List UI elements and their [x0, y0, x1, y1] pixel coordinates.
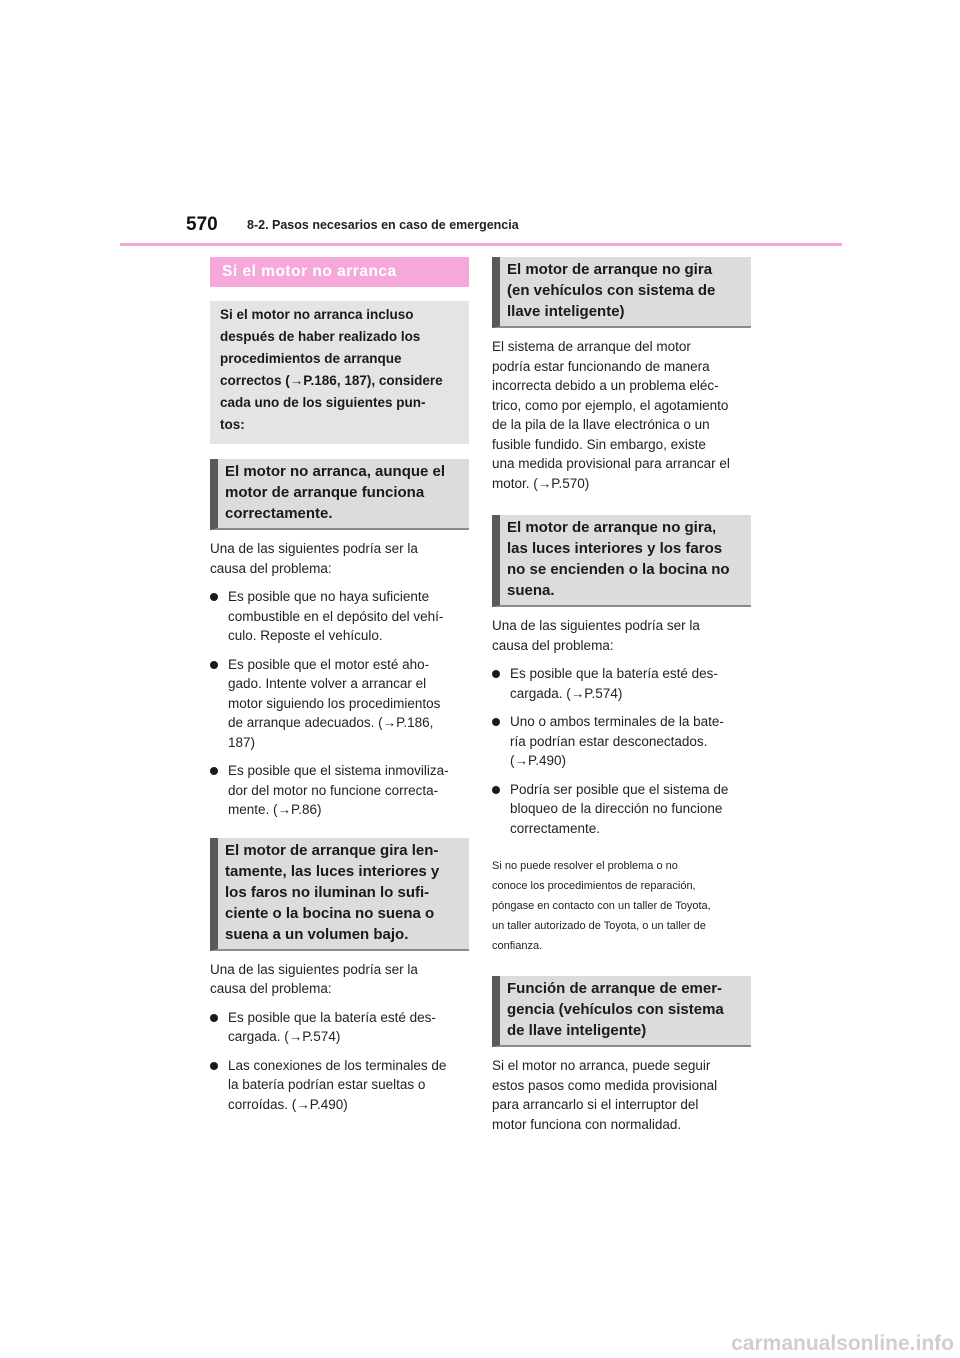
title-line: gencia (vehículos con sistema [507, 1001, 724, 1018]
text-line: ría podrían estar desconectados. [510, 733, 708, 749]
title-line: suena. [507, 582, 555, 599]
subsection-title-lights-off [492, 515, 751, 607]
text-line: correctamente. [510, 820, 601, 836]
intro-line: cada uno de los siguientes pun- [220, 395, 426, 410]
text-line: Si no puede resolver el problema o no [492, 860, 678, 872]
text-line: Podría ser posible que el sistema de [510, 781, 729, 797]
intro-line: procedimientos de arranque [220, 351, 402, 366]
title-line: El motor de arranque gira len- [225, 841, 439, 859]
advice-note [492, 856, 751, 956]
title-line: El motor de arranque no gira [507, 261, 713, 278]
bullet-icon [210, 661, 218, 669]
cause-list [492, 664, 751, 838]
title-line: (en vehículos con sistema de [507, 282, 716, 299]
bullet-icon [210, 767, 218, 775]
intro-line: Si el motor no arranca incluso [220, 307, 414, 322]
text-line: Si el motor no arranca, puede seguir [492, 1058, 711, 1073]
bullet-icon [492, 718, 500, 726]
text-line: trico, como por ejemplo, el agotamiento [492, 397, 729, 413]
title-line: de llave inteligente) [507, 1022, 647, 1039]
section-header: 8-2. Pasos necesarios en caso de emergencia [247, 218, 519, 232]
text-line: Una de las siguientes podría ser la [492, 618, 700, 633]
text-line: Una de las siguientes podría ser la [210, 961, 418, 977]
text-line: dor del motor no funcione correcta- [228, 782, 439, 798]
text-line: póngase en contacto con un taller de Toyota, [492, 900, 711, 912]
text-line: cargada. (→P.574) [510, 685, 623, 701]
intro-line: después de haber realizado los [220, 329, 421, 344]
text-line: causa del problema: [492, 637, 614, 653]
text-line: bloqueo de la dirección no funcione [510, 801, 723, 816]
page-number: 570 [186, 214, 218, 235]
cause-text [210, 539, 469, 578]
watermark: carmanualsonline.info [731, 1332, 954, 1355]
text-line: confianza. [492, 940, 543, 952]
list-item [210, 587, 469, 646]
text-line: un taller autorizado de Toyota, o un taller de [492, 920, 706, 932]
intro-line: correctos (→P.186, 187), considere [220, 373, 443, 388]
title-line: llave inteligente) [507, 303, 625, 320]
title-line: Función de arranque de emer- [507, 980, 723, 997]
text-line: la batería podrían estar sueltas o [228, 1077, 426, 1092]
text-line: causa del problema: [210, 981, 332, 996]
subsection-title-emergency-start [492, 976, 751, 1047]
title-line: El motor de arranque no gira, [507, 519, 717, 536]
text-line: (→P.490) [510, 753, 567, 768]
header-rule [120, 243, 842, 246]
cause-list [210, 587, 469, 820]
title-line: El motor no arranca, aunque el [225, 463, 446, 480]
text-line: motor funciona con normalidad. [492, 1116, 682, 1132]
text-line: culo. Reposte el vehículo. [228, 628, 383, 643]
title-line: suena a un volumen bajo. [225, 925, 409, 943]
list-item [492, 780, 751, 839]
title-line: los faros no iluminan lo sufi- [225, 883, 430, 901]
subsection-title-starter-slow [210, 838, 469, 951]
text-line: Es posible que el sistema inmoviliza- [228, 763, 449, 778]
text-line: gado. Intente volver a arrancar el [228, 676, 427, 691]
title-line: las luces interiores y los faros [507, 540, 723, 557]
cause-list [210, 1008, 469, 1115]
text-line: motor. (→P.570) [492, 475, 590, 491]
text-line: Es posible que la batería esté des- [228, 1009, 436, 1025]
text-line: incorrecta debido a un problema eléc- [492, 378, 719, 393]
bullet-icon [492, 670, 500, 678]
text-line: Las conexiones de los terminales de [228, 1057, 447, 1073]
list-item [210, 655, 469, 753]
text-line: causa del problema: [210, 560, 332, 576]
text-line: El sistema de arranque del motor [492, 339, 691, 354]
text-line: fusible fundido. Sin embargo, existe [492, 436, 706, 452]
cause-text [492, 616, 751, 655]
text-line: corroídas. (→P.490) [228, 1096, 348, 1112]
text-line: Una de las siguientes podría ser la [210, 541, 418, 556]
title-line: tamente, las luces interiores y [225, 862, 440, 880]
list-item [492, 712, 751, 771]
text-line: para arrancarlo si el interruptor del [492, 1097, 699, 1112]
subsection-title-engine-no-start [210, 459, 469, 530]
cause-text [210, 960, 469, 999]
list-item [210, 1056, 469, 1115]
text-line: 187) [228, 734, 256, 750]
text-line: podría estar funcionando de manera [492, 358, 710, 374]
text-line: Es posible que no haya suficiente [228, 589, 430, 604]
title-line: motor de arranque funciona [225, 484, 425, 501]
text-line: de arranque adecuados. (→P.186, [228, 715, 434, 730]
explanation-text [492, 337, 751, 493]
list-item [210, 1008, 469, 1047]
list-item [210, 761, 469, 820]
title-line: ciente o la bocina no suena o [225, 904, 435, 922]
title-line: no se encienden o la bocina no [507, 561, 730, 578]
main-section-title: Si el motor no arranca [210, 257, 469, 287]
left-column [210, 257, 469, 1132]
bullet-icon [210, 1014, 218, 1022]
intro-box [210, 301, 469, 444]
text-line: combustible en el depósito del vehí- [228, 608, 444, 624]
text-line: de la pila de la llave electrónica o un [492, 417, 710, 432]
text-line: mente. (→P.86) [228, 802, 322, 817]
intro-line: tos: [220, 417, 245, 432]
title-line: correctamente. [225, 505, 333, 522]
text-line: una medida provisional para arrancar el [492, 456, 730, 471]
bullet-icon [210, 1062, 218, 1070]
text-line: Es posible que la batería esté des- [510, 666, 718, 681]
text-line: Es posible que el motor esté aho- [228, 656, 430, 672]
text-line: Uno o ambos terminales de la bate- [510, 714, 724, 729]
bullet-icon [492, 786, 500, 794]
subsection-title-starter-no-turn [492, 257, 751, 328]
text-line: cargada. (→P.574) [228, 1029, 341, 1044]
text-line: motor siguiendo los procedimientos [228, 695, 441, 711]
list-item [492, 664, 751, 703]
text-line: conoce los procedimientos de reparación, [492, 880, 696, 892]
right-column [492, 257, 751, 1138]
text-line: estos pasos como medida provisional [492, 1077, 718, 1093]
bullet-icon [210, 593, 218, 601]
explanation-text [492, 1056, 751, 1134]
